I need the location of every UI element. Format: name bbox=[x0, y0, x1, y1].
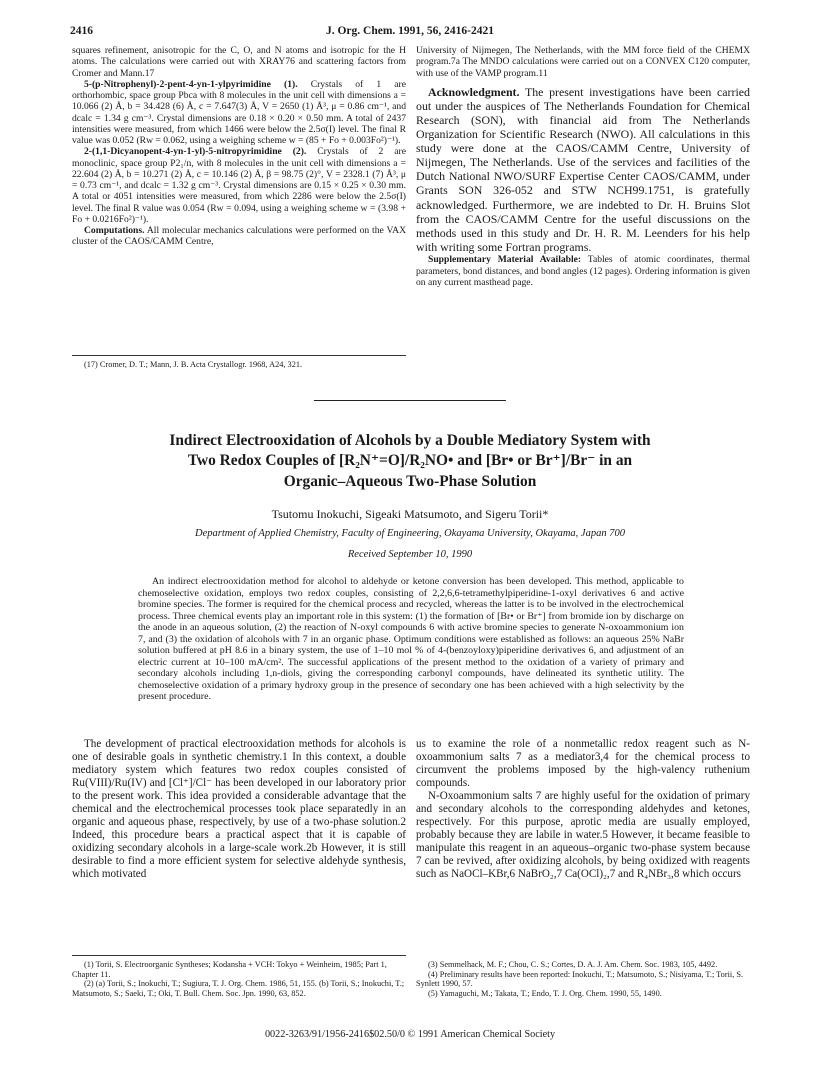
prev-article-right-column bbox=[416, 45, 750, 289]
page-number: 2416 bbox=[70, 25, 93, 37]
prev-paragraph bbox=[72, 146, 406, 225]
paragraph-text: Crystals of 1 are orthorhombic, space group Pbca with 8 molecules in the unit cell with dimensions a = 10.066 (2) Å, b = 34.428 (6) Å, c = 7.647(3) Å, V = 2650 (1) Å³, μ = 0.86 cm⁻¹, and dcalc = 1.34 g cm⁻³. Crystal dimensions are 0.18 × 0.20 × 0.50 mm. A total of 2437 intensities were measured, from which 1466 were below the 2.5σ(I) level. The final R value was 0.052 (Rw = 0.062, using a weighing scheme w = (85 + Fo + 0.003Fo²)⁻¹). bbox=[72, 78, 406, 146]
footnotes-right bbox=[416, 960, 750, 998]
footnote-rule bbox=[72, 355, 406, 356]
prev-paragraph bbox=[72, 225, 406, 248]
footnote: (1) Torii, S. Electroorganic Syntheses; Kodansha + VCH: Tokyo + Weinheim, 1985; Part 1, Chapter 11. bbox=[72, 960, 387, 979]
title-line: Indirect Electrooxidation of Alcohols by a Double Mediatory System with bbox=[169, 432, 651, 449]
body-paragraph: N-Oxoammonium salts 7 are highly useful for the oxidation of primary and secondary alcohols to the corresponding aldehydes and ketones, respectively. For this purpose, aprotic media are usually employed, probably because they are labile in water.5 However, it became feasible to manipulate this reagent in an aqueous–organic two-phase system because 7 can be revived, after oxidizing alcohols, by being oxidized with reagents such as NaOCl–KBr,6 NaBrO₂,7 Ca(OCl)₂,7 and R₄NBr₃,8 which occurs bbox=[416, 790, 750, 881]
abstract: An indirect electrooxidation method for alcohol to aldehyde or ketone conversion has been developed. This method, applicable to chemoselective oxidation, employs two redox couples, consisting of 2,2,6,6-tetramethylpiperidine-1-oxyl derivatives 6 and active bromine species. The former is required for the chemical process and recycled, whereas the latter is to be involved in the electrochemical process. Three chemical events play an important role in this system: (1) the formation of [Br• or Br⁺] from bromide ion by discharge on the anode in an aqueous solution, (2) the reaction of N-oxyl compounds 6 with active bromine species to generate N-oxoammonium ion 7, and (3) the oxidation of alcohols with 7 in an organic phase. Optimum conditions were established as follows: an aqueous 25% NaBr solution buffered at pH 8.6 in a binary system, the use of 1–10 mol % of 4-(benzoyloxy)piperidine derivatives 6, and adjustment of an electric current at 10–100 mA/cm². The successful applications of the present method to the oxidation of a variety of primary and secondary alcohols including 1,n-diols, giving the corresponding carbonyl compounds, have delineated its synthetic utility. The chemoselective oxidation of a primary hydroxy group in the presence of secondary one has been achieved with a high selectivity by the present procedure. bbox=[138, 576, 684, 703]
footnote: (2) (a) Torii, S.; Inokuchi, T.; Sugiura, T. J. Org. Chem. 1986, 51, 155. (b) Torii, S.; Inokuchi, T.; Matsumoto, S.; Saeki, T.; Oki, T. Bull. Chem. Soc. Jpn. 1990, 63, 852. bbox=[72, 979, 405, 998]
supplementary-material bbox=[416, 254, 750, 289]
footnote: (17) Cromer, D. T.; Mann, J. B. Acta Crystallogr. 1968, A24, 321. bbox=[84, 360, 303, 369]
compound-heading: 2-(1,1-Dicyanopent-4-yn-1-yl)-5-nitropyrimidine (2). bbox=[84, 146, 307, 158]
footnotes-left bbox=[72, 960, 406, 998]
article-divider bbox=[314, 400, 506, 401]
prev-paragraph: squares refinement, anisotropic for the C, O, and N atoms and isotropic for the H atoms. The calculations were carried out with XRAY76 and scattering factors from Cromer and Mann.17 bbox=[72, 45, 406, 79]
footnote: (5) Yamaguchi, M.; Takata, T.; Endo, T. J. Org. Chem. 1990, 55, 1490. bbox=[428, 988, 662, 998]
body-paragraph: us to examine the role of a nonmetallic redox reagent such as N-oxoammonium salts 7 as a mediator3,4 for the chemical process to circumvent the problems imposed by the high-valency ruthenium compounds. bbox=[416, 738, 750, 790]
copyright-footer: 0022-3263/91/1956-2416$02.50/0 © 1991 American Chemical Society bbox=[264, 1029, 556, 1040]
paragraph-text: Tables of atomic coordinates, thermal parameters, bond distances, and bond angles (12 pages). Ordering information is given on any current masthead page. bbox=[416, 253, 750, 289]
footnote: (3) Semmelhack, M. F.; Chou, C. S.; Cortes, D. A. J. Am. Chem. Soc. 1983, 105, 4492. bbox=[428, 960, 718, 969]
received-date: Received September 10, 1990 bbox=[347, 549, 473, 560]
title-line: Two Redox Couples of [R₂N⁺=O]/R₂NO• and [Br• or Br⁺]/Br⁻ in an bbox=[187, 452, 633, 470]
section-heading: Supplementary Material Available: bbox=[428, 253, 582, 265]
prev-article-left-column bbox=[72, 45, 406, 248]
body-paragraph: The development of practical electrooxidation methods for alcohols is one of desirable goals in synthetic chemistry.1 In this context, a double mediatory system which features two redox couples consisted of Ru(VIII)/Ru(IV) and [Cl⁺]/Cl⁻ has been developed in our laboratory prior to the present work. This idea provided a considerable advantage that the chemical and the electrochemical processes took place separatedly in an organic and aqueous phase, respectively, by use of a two-phase solution.2 Indeed, this procedure bears a practical aspect that it is capable of oxidizing secondary alcohols in a large-scale work.2b However, it is still desirable to find a more efficient system for selective aldehyde synthesis, which motivated bbox=[72, 738, 406, 881]
body-right-column bbox=[416, 738, 750, 882]
prev-paragraph bbox=[72, 79, 406, 147]
prev-paragraph: University of Nijmegen, The Netherlands, with the MM force field of the CHEMX program.7a The MNDO calculations were carried out on a CONVEX C120 computer, with use of the VAMP program.11 bbox=[416, 45, 750, 79]
footnote: (4) Preliminary results have been reported: Inokuchi, T.; Matsumoto, S.; Nisiyama, T.; Torii, S. Synlett 1990, 57. bbox=[416, 969, 744, 989]
footnote-rule bbox=[72, 955, 406, 956]
affiliation: Department of Applied Chemistry, Faculty of Engineering, Okayama University, Okayama, Japan 700 bbox=[195, 528, 625, 539]
title-line: Organic–Aqueous Two-Phase Solution bbox=[283, 472, 537, 490]
paragraph-text: All molecular mechanics calculations were performed on the VAX cluster of the CAOS/CAMM Centre, bbox=[72, 225, 406, 248]
journal-citation: J. Org. Chem. 1991, 56, 2416-2421 bbox=[325, 25, 494, 37]
section-heading: Computations. bbox=[84, 225, 145, 236]
acknowledgment bbox=[416, 85, 750, 254]
paragraph-text: The present investigations have been carried out under the auspices of The Netherlands Foundation for Chemical Research (SON), with financial aid from The Netherlands Organization for Scientific Research (NWO). All calculations in this study were done at the CAOS/CAMM Centre, University of Nijmegen, The Netherlands. Use of the services and facilities of the Dutch National NWO/SURF Expertise Center CAOS/CAMM, under Grants SON 326-052 and STW NCH99.1751, is gratefully acknowledged. Furthermore, we are indebted to Dr. H. Bruins Slot from the CAOS/CAMM Centre for the useful discussions on the methods used in this study and Dr. H. R. M. Leenders for his help with writing some Fortran programs. bbox=[416, 84, 750, 254]
compound-heading: 5-(p-Nitrophenyl)-2-pent-4-yn-1-ylpyrimidine (1). bbox=[84, 78, 298, 90]
section-heading: Acknowledgment. bbox=[428, 84, 520, 99]
article-title bbox=[80, 431, 740, 492]
paragraph-text: Crystals of 2 are monoclinic, space group P2₁/n, with 8 molecules in the unit cell with dimensions a = 22.604 (2) Å, b = 10.271 (2) Å, c = 10.146 (2) Å, β = 98.75 (2)°, V = 2328.1 (7) Å³, μ = 0.73 cm⁻¹, and dcalc = 1.32 g cm⁻³. Crystal dimensions are 0.15 × 0.25 × 0.30 mm. A total or 4051 intensities were measured, from which 2286 were below the 2.5σ(I) level. The final R value was 0.054 (Rw = 0.094, using a weighing scheme w = (3.98 + Fo + 0.0216Fo²)⁻¹). bbox=[72, 146, 406, 225]
author-list: Tsutomu Inokuchi, Sigeaki Matsumoto, and Sigeru Torii* bbox=[271, 507, 549, 521]
body-left-column bbox=[72, 738, 406, 882]
